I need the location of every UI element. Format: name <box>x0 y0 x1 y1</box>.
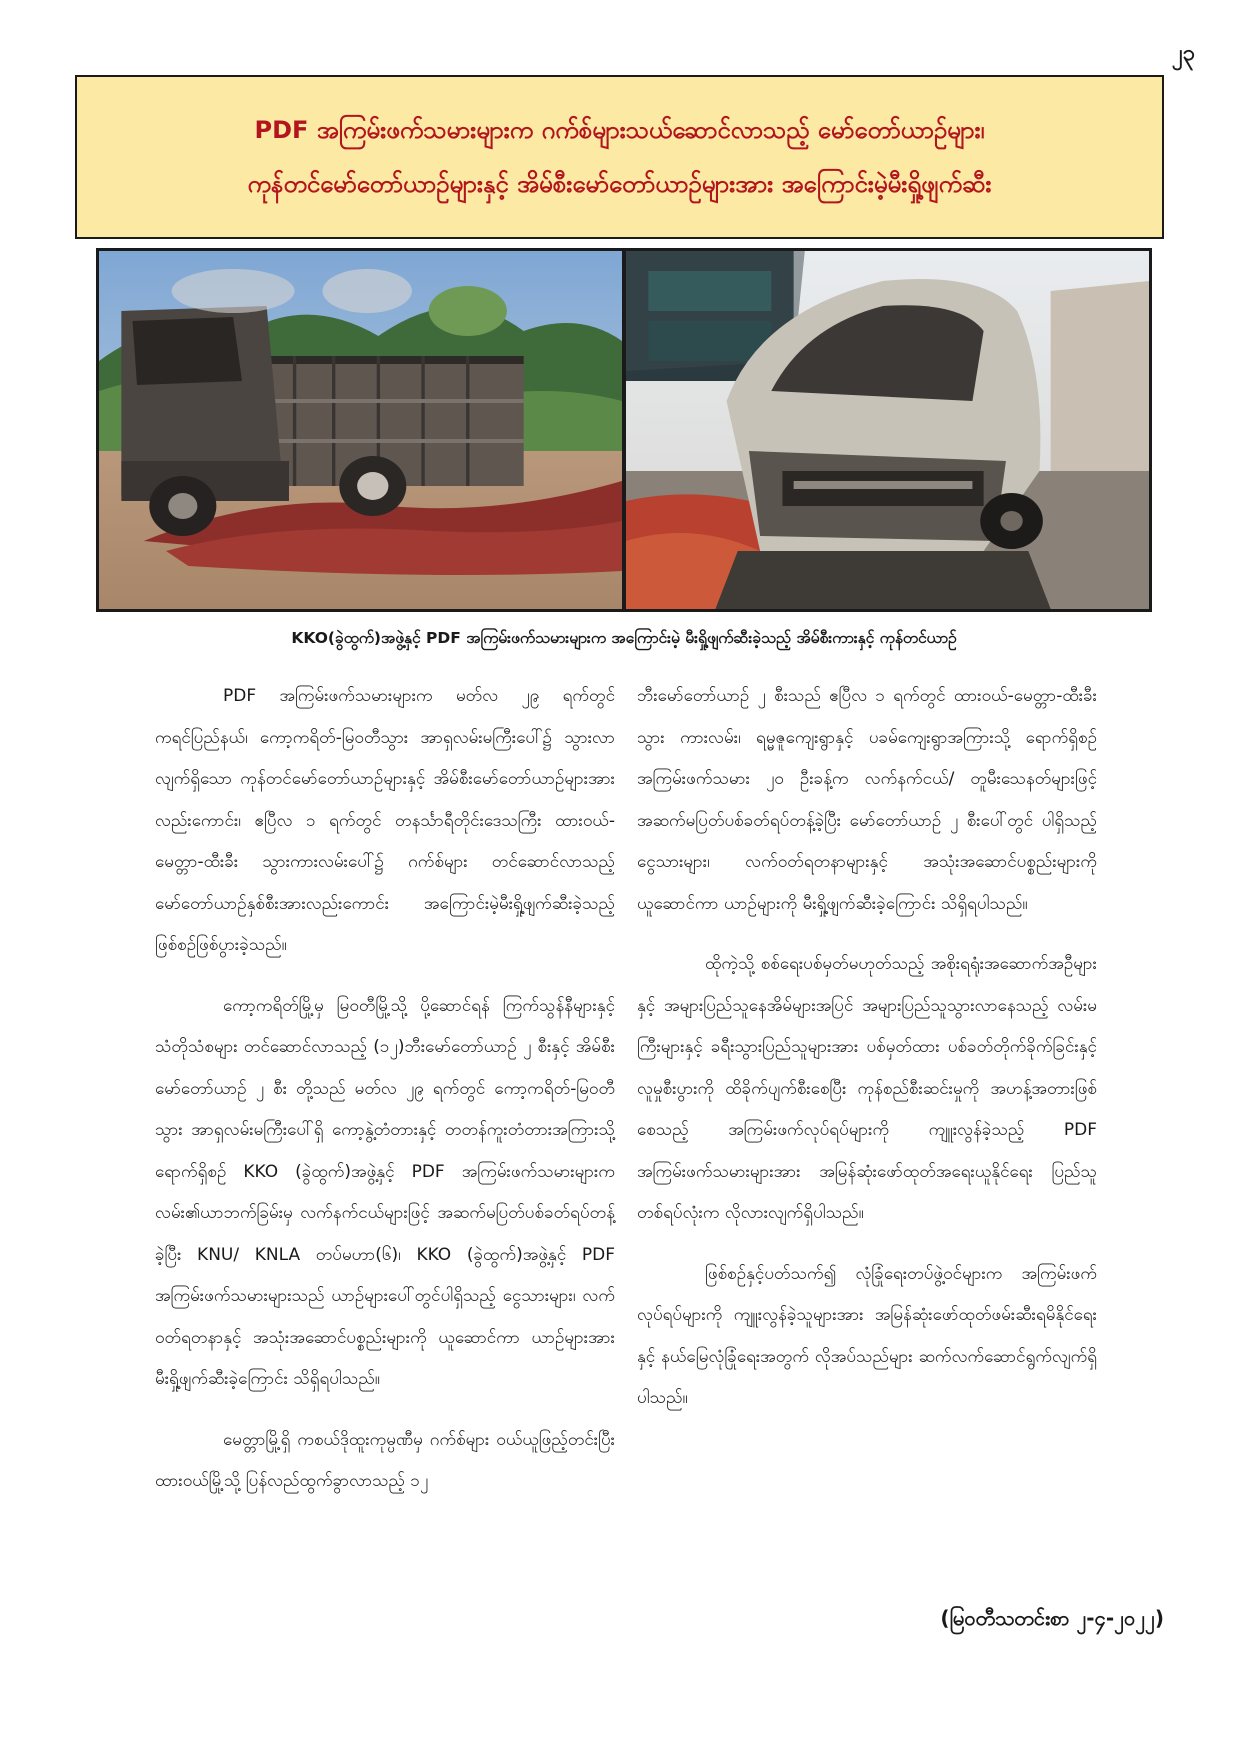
article-paragraph-2: ကော့ကရိတ်မြို့မှ မြဝတီမြို့သို့ ပို့ဆောင်ရန် ကြက်သွန်နီများနှင့် သံတိုသံစများ တင်ဆောင်လာသည့် (၁၂)ဘီးမော်တော်ယာဉ် ၂ စီးနှင့် အိမ်စီးမော်တော်ယာဉ် ၂ စီး တို့သည် မတ်လ ၂၉ ရက်တွင် ကော့ကရိတ်-မြဝတီသွား အာရှလမ်းမကြီးပေါ်ရှိ ကော့နွဲ့တံတားနှင့် တတန်ကူးတံတားအကြားသို့ ရောက်ရှိစဉ် KKO (ခွဲထွက်)အဖွဲ့နှင့် PDF အကြမ်းဖက်သမားများက လမ်း၏ယာဘက်ခြမ်းမှ လက်နက်ငယ်များဖြင့် အဆက်မပြတ်ပစ်ခတ်ရပ်တန့်ခဲ့ပြီး KNU/ KNLA တပ်မဟာ(၆)၊ KKO (ခွဲထွက်)အဖွဲ့နှင့် PDF အကြမ်းဖက်သမားများသည် ယာဉ်များပေါ်တွင်ပါရှိသည့် ငွေသားများ၊ လက်ဝတ်ရတနာနှင့် အသုံးအဆောင်ပစ္စည်းများကို ယူဆောင်ကာ ယာဉ်များအား မီးရှို့ဖျက်ဆီးခဲ့ကြောင်း သိရှိရပါသည်။ <box>155 995 615 1389</box>
burned-car-illustration <box>626 251 1149 609</box>
headline-line-1: PDF အကြမ်းဖက်သမားများက ဂက်စ်များသယ်ဆောင်လာသည့် မော်တော်ယာဉ်များ၊ <box>254 116 985 144</box>
article-column-right <box>637 676 1097 1439</box>
photo-caption: KKO(ခွဲထွက်)အဖွဲ့နှင့် PDF အကြမ်းဖက်သမားများက အကြောင်းမဲ့ မီးရှို့ဖျက်ဆီးခဲ့သည့် အိမ်စီးကားနှင့် ကုန်တင်ယာဉ် <box>291 629 957 647</box>
headline-box <box>75 75 1164 239</box>
article-paragraph-3: မေတ္တာမြို့ရှိ ကစယ်ဒိုထူးကုမ္ပဏီမှ ဂက်စ်များ ဝယ်ယူဖြည့်တင်းပြီး ထားဝယ်မြို့သို့ ပြန်လည်ထွက်ခွာလာသည့် ၁၂ <box>155 1429 615 1491</box>
burned-car-photo <box>626 251 1149 609</box>
burned-truck-illustration <box>99 251 622 609</box>
source-credit: (မြဝတီသတင်းစာ ၂-၄-၂၀၂၂) <box>940 1606 1164 1630</box>
article-paragraph-5: ဖြစ်စဉ်နှင့်ပတ်သက်၍ လုံခြုံရေးတပ်ဖွဲ့ဝင်များက အကြမ်းဖက်လုပ်ရပ်များကို ကျူးလွန်ခဲ့သူများအား အမြန်ဆုံးဖော်ထုတ်ဖမ်းဆီးရမိနိုင်ရေးနှင့် နယ်မြေလုံခြုံရေးအတွက် လိုအပ်သည်များ ဆက်လက်ဆောင်ရွက်လျက်ရှိပါသည်။ <box>637 1263 1097 1408</box>
photo-frame <box>96 248 1152 612</box>
article-paragraph-4: ထိုကဲ့သို့ စစ်ရေးပစ်မှတ်မဟုတ်သည့် အစိုးရရုံးအဆောက်အဦများနှင့် အများပြည်သူနေအိမ်များအပြင် အများပြည်သူသွားလာနေသည့် လမ်းမကြီးများနှင့် ခရီးသွားပြည်သူများအား ပစ်မှတ်ထား ပစ်ခတ်တိုက်ခိုက်ခြင်းနှင့် လူမှုစီးပွားကို ထိခိုက်ပျက်စီးစေပြီး ကုန်စည်စီးဆင်းမှုကို အဟန့်အတားဖြစ်စေသည့် အကြမ်းဖက်လုပ်ရပ်များကို ကျူးလွန်ခဲ့သည့် PDF အကြမ်းဖက်သမားများအား အမြန်ဆုံးဖော်ထုတ်အရေးယူနိုင်ရေး ပြည်သူတစ်ရပ်လုံးက လိုလားလျက်ရှိပါသည်။ <box>637 954 1097 1223</box>
burned-truck-photo <box>99 251 622 609</box>
headline-line-2: ကုန်တင်မော်တော်ယာဉ်များနှင့် အိမ်စီးမော်တော်ယာဉ်များအား အကြောင်းမဲ့မီးရှို့ဖျက်ဆီး <box>247 170 992 198</box>
page-number: ၂၃ <box>1171 41 1195 66</box>
article-paragraph-3-continued: ဘီးမော်တော်ယာဉ် ၂ စီးသည် ဧပြီလ ၁ ရက်တွင် ထားဝယ်-မေတ္တာ-ထီးခီးသွား ကားလမ်း၊ ရမ္မဇူကျေးရွာနှင့် ပခမ်ကျေးရွာအကြားသို့ ရောက်ရှိစဉ် အကြမ်းဖက်သမား ၂၀ ဦးခန့်က လက်နက်ငယ်/ တူမီးသေနတ်များဖြင့် အဆက်မပြတ်ပစ်ခတ်ရပ်တန့်ခဲ့ပြီး မော်တော်ယာဉ် ၂ စီးပေါ်တွင် ပါရှိသည့်ငွေသားများ၊ လက်ဝတ်ရတနာများနှင့် အသုံးအဆောင်ပစ္စည်းများကို ယူဆောင်ကာ ယာဉ်များကို မီးရှို့ဖျက်ဆီးခဲ့ကြောင်း သိရှိရပါသည်။ <box>637 686 1097 914</box>
article-column-left <box>155 676 615 1522</box>
article-paragraph-1: PDF အကြမ်းဖက်သမားများက မတ်လ ၂၉ ရက်တွင် ကရင်ပြည်နယ်၊ ကော့ကရိတ်-မြဝတီသွား အာရှလမ်းမကြီးပေါ်၌ သွားလာလျက်ရှိသော ကုန်တင်မော်တော်ယာဉ်များနှင့် အိမ်စီးမော်တော်ယာဉ်များအား လည်းကောင်း၊ ဧပြီလ ၁ ရက်တွင် တနင်္သာရီတိုင်းဒေသကြီး ထားဝယ်-မေတ္တာ-ထီးခီး သွားကားလမ်းပေါ်၌ ဂက်စ်များ တင်ဆောင်လာသည့် မော်တော်ယာဉ်နှစ်စီးအားလည်းကောင်း အကြောင်းမဲ့မီးရှို့ဖျက်ဆီးခဲ့သည့် ဖြစ်စဉ်ဖြစ်ပွားခဲ့သည်။ <box>155 686 615 955</box>
